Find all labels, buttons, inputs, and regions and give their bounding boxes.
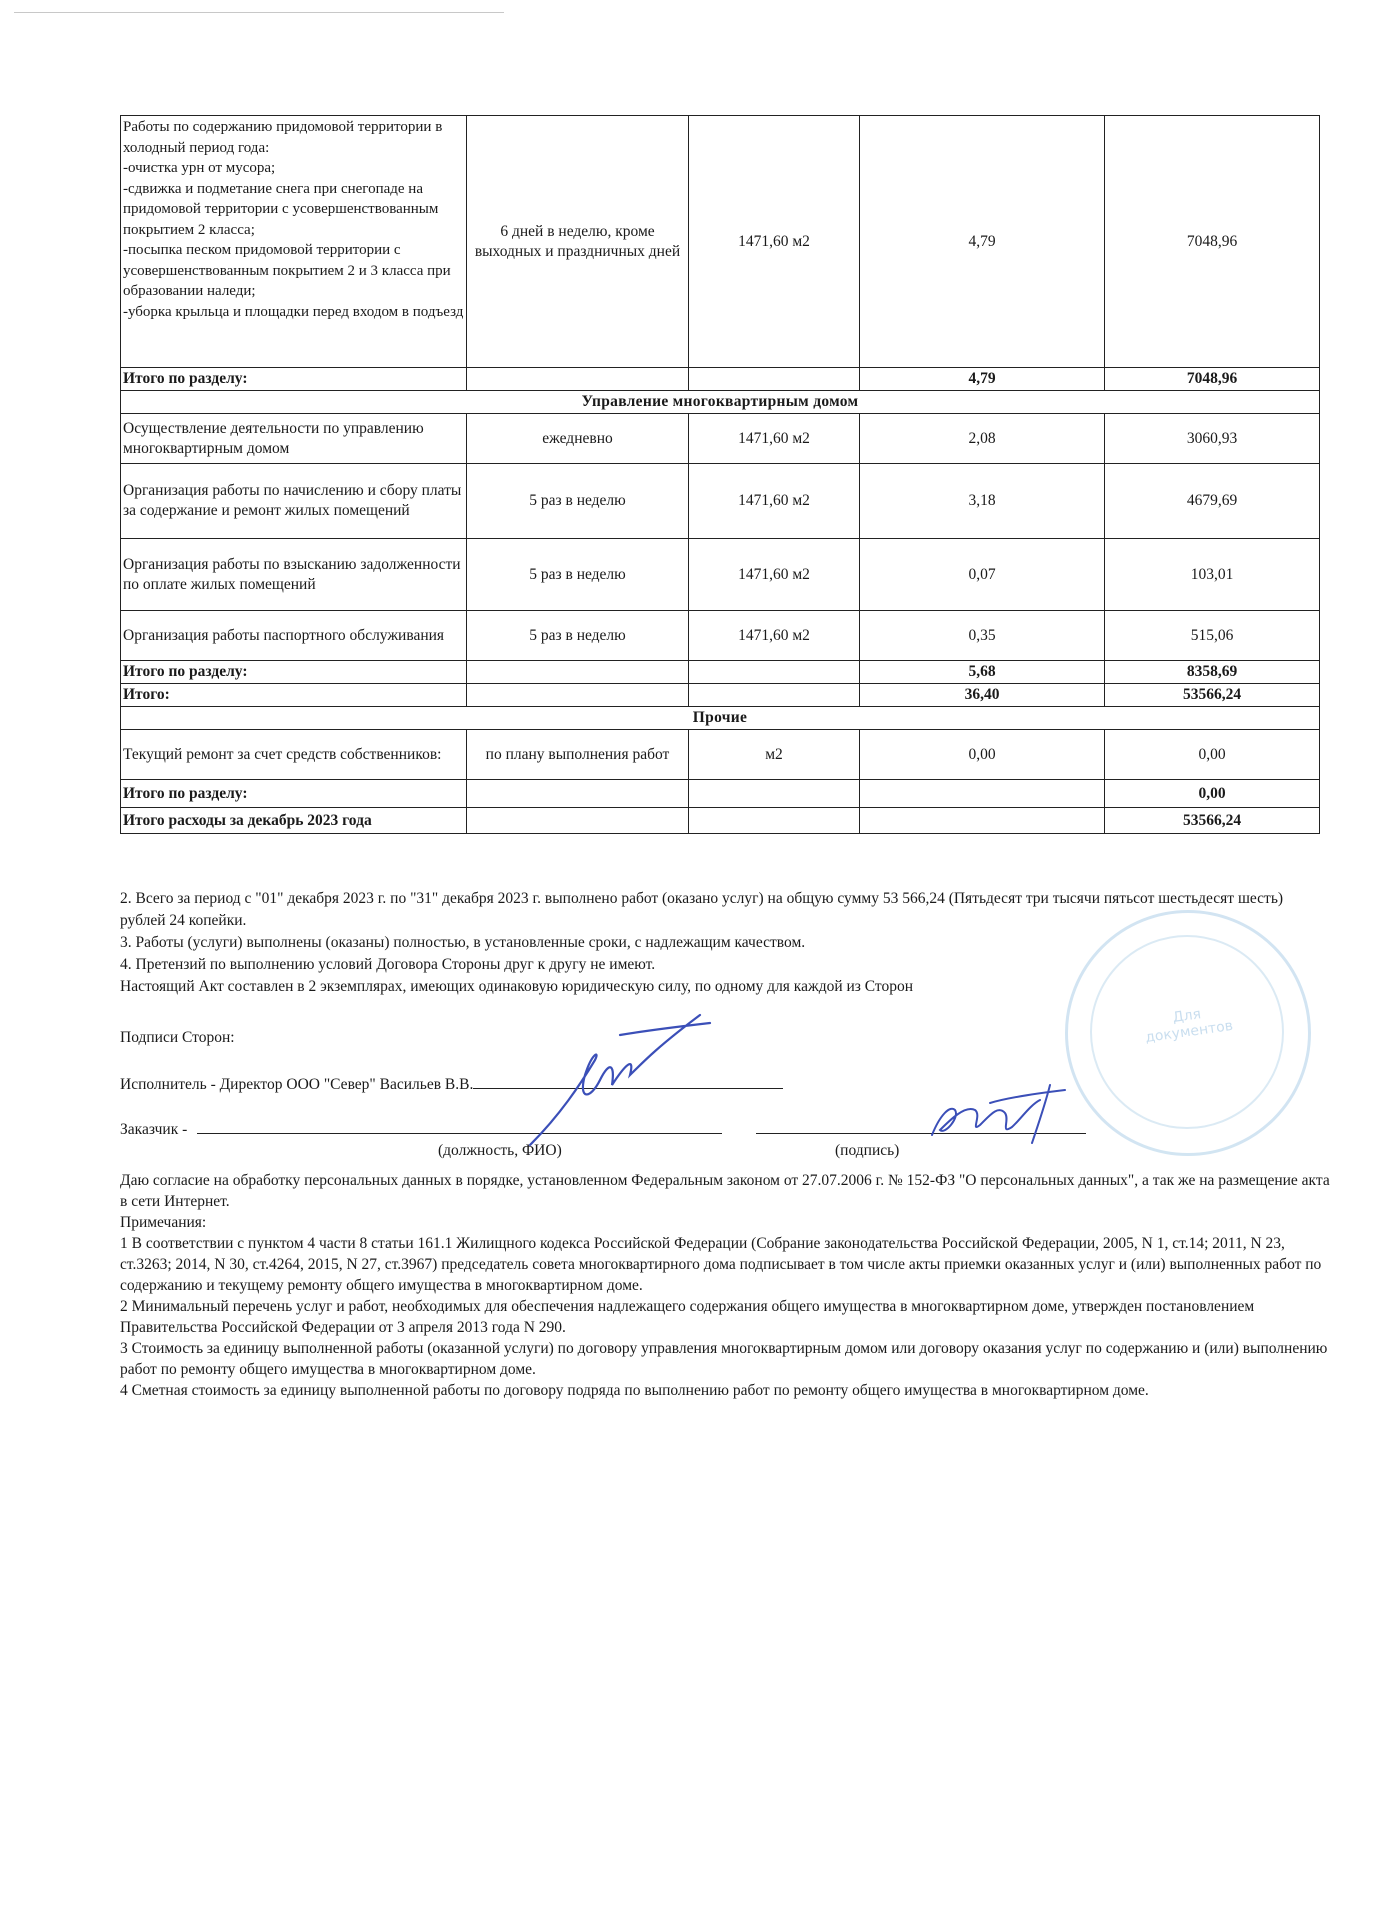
note-copies: Настоящий Акт составлен в 2 экземплярах, имеющих одинаковую юридическую силу, по одному для каждой из Сторон [120,978,914,995]
section-title: Управление многоквартирным домом [121,391,1320,414]
total-sum: 53566,24 [1105,684,1320,707]
row-rate: 0,35 [860,611,1105,661]
empty-cell [689,661,860,684]
total-sum: 53566,24 [1105,808,1320,834]
row-frequency: ежедневно [467,414,689,464]
section-total-row [121,368,1320,391]
row-sum: 7048,96 [1105,116,1320,368]
table-row [121,464,1320,539]
customer-signature [920,1075,1080,1155]
customer-label: Заказчик - [120,1121,188,1138]
empty-cell [689,368,860,391]
services-table [120,115,1320,834]
row-description: Организация работы по взысканию задолженности по оплате жилых помещений [121,539,467,611]
total-sum: 8358,69 [1105,661,1320,684]
empty-cell [689,808,860,834]
section-header-row [121,707,1320,730]
row-sum: 103,01 [1105,539,1320,611]
row-area: 1471,60 м2 [689,116,860,368]
signature-caption: (подпись) [835,1142,900,1159]
row-rate: 2,08 [860,414,1105,464]
empty-cell [467,808,689,834]
remark-item: 1 В соответствии с пунктом 4 части 8 статьи 161.1 Жилищного кодекса Российской Федерации (Собрание законодательства Российской Федерации, 2005, N 1, ст.14; 2011, N 23, ст.3263; 2014, N 30, ст.4264, 2015, N 27, ст.3967) председатель совета многоквартирного дома подписывает в том числе акты приемки оказанных услуг и (или) выполненных работ по содержанию и текущему ремонту общего имущества в многоквартирном доме. [120,1235,1322,1294]
total-rate: 5,68 [860,661,1105,684]
empty-cell [467,661,689,684]
row-frequency: 5 раз в неделю [467,539,689,611]
row-sum: 4679,69 [1105,464,1320,539]
row-rate: 3,18 [860,464,1105,539]
row-rate: 0,07 [860,539,1105,611]
empty-cell [689,780,860,808]
total-rate [860,780,1105,808]
section-header-row [121,391,1320,414]
grand-total-row [121,684,1320,707]
row-rate: 4,79 [860,116,1105,368]
row-description: Организация работы по начислению и сбору платы за содержание и ремонт жилых помещений [121,464,467,539]
act-page [120,115,1330,1399]
remark-item: 4 Сметная стоимость за единицу выполненной работы по договору подряда по выполнению работ по ремонту общего имущества в многоквартирном доме. [120,1382,1149,1399]
empty-cell [467,684,689,707]
section-title: Прочие [121,707,1320,730]
row-description: Текущий ремонт за счет средств собственников: [121,730,467,780]
table-row [121,539,1320,611]
table-row [121,730,1320,780]
row-description: Организация работы паспортного обслуживания [121,611,467,661]
stamp-text: Для документов [1144,1006,1234,1046]
row-description: Осуществление деятельности по управлению многоквартирным домом [121,414,467,464]
table-row [121,611,1320,661]
consent-block [120,1170,1330,1401]
note-total: 2. Всего за период с "01" декабря 2023 г. по "31" декабря 2023 г. выполнено работ (оказано услуг) на общую сумму 53 566,24 (Пятьдесят три тысячи пятьсот шестьдесят шесть) рублей 24 копейки. [120,890,1284,929]
total-label: Итого расходы за декабрь 2023 года [121,808,467,834]
total-rate: 4,79 [860,368,1105,391]
consent-text: Даю согласие на обработку персональных данных в порядке, установленном Федеральным законом от 27.07.2006 г. № 152-ФЗ "О персональных данных", а так же на размещение акта в сети Интернет. [120,1172,1330,1210]
empty-cell [689,684,860,707]
section-total-row [121,780,1320,808]
executor-signature [500,1005,760,1155]
signatures-header: Подписи Сторон: [120,1029,235,1046]
row-description: Работы по содержанию придомовой территории в холодный период года: -очистка урн от мусора; -сдвижка и подметание снега при снегопаде на придомовой территории с усовершенствованным покрытием 2 класса; -посыпка песком придомовой территории с усовершенствованным покрытием 2 и 3 класса при образовании наледи; -уборка крыльца и площадки перед входом в подъезд [121,116,467,368]
total-label: Итого по разделу: [121,368,467,391]
row-frequency: по плану выполнения работ [467,730,689,780]
note-quality: 3. Работы (услуги) выполнены (оказаны) полностью, в установленные сроки, с надлежащим качеством. [120,934,806,951]
row-sum: 3060,93 [1105,414,1320,464]
table-row [121,116,1320,368]
row-area: 1471,60 м2 [689,414,860,464]
row-frequency: 5 раз в неделю [467,464,689,539]
section-total-row [121,661,1320,684]
organization-stamp [1065,910,1311,1156]
total-label: Итого по разделу: [121,661,467,684]
expenses-total-row [121,808,1320,834]
total-sum: 0,00 [1105,780,1320,808]
row-area: м2 [689,730,860,780]
table-row [121,414,1320,464]
row-area: 1471,60 м2 [689,611,860,661]
empty-cell [467,780,689,808]
total-rate: 36,40 [860,684,1105,707]
total-label: Итого: [121,684,467,707]
row-area: 1471,60 м2 [689,464,860,539]
total-label: Итого по разделу: [121,780,467,808]
scan-edge-line [14,12,504,13]
position-caption: (должность, ФИО) [438,1142,562,1159]
row-frequency: 6 дней в неделю, кроме выходных и праздничных дней [467,116,689,368]
total-rate [860,808,1105,834]
remark-item: 2 Минимальный перечень услуг и работ, необходимых для обеспечения надлежащего содержания общего имущества в многоквартирном доме, утвержден постановлением Правительства Российской Федерации от 3 апреля 2013 года N 290. [120,1298,1255,1336]
remarks-title: Примечания: [120,1214,207,1231]
row-rate: 0,00 [860,730,1105,780]
total-sum: 7048,96 [1105,368,1320,391]
row-sum: 515,06 [1105,611,1320,661]
row-area: 1471,60 м2 [689,539,860,611]
note-claims: 4. Претензий по выполнению условий Договора Стороны друг к другу не имеют. [120,956,656,973]
row-frequency: 5 раз в неделю [467,611,689,661]
remark-item: 3 Стоимость за единицу выполненной работы (оказанной услуги) по договору управления многоквартирным домом или договору оказания услуг по содержанию и (или) выполнению работ по ремонту общего имущества в многоквартирном доме. [120,1340,1328,1378]
row-sum: 0,00 [1105,730,1320,780]
empty-cell [467,368,689,391]
executor-label: Исполнитель - Директор ООО "Север" Васильев В.В. [120,1076,474,1093]
